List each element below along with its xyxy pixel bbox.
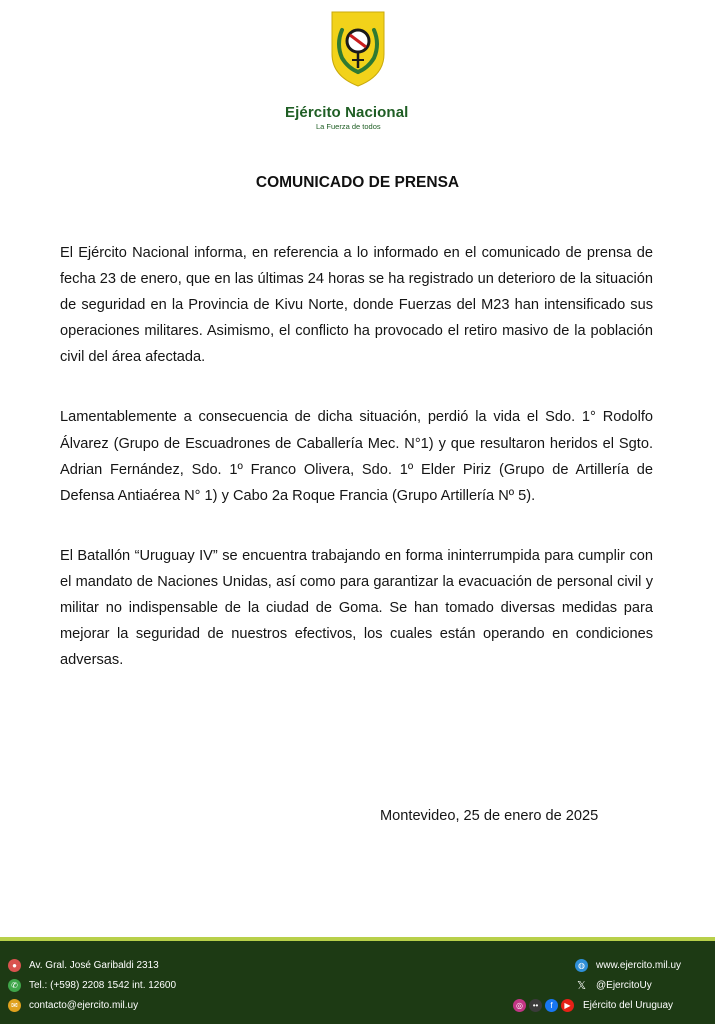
paragraph: El Ejército Nacional informa, en referencia a lo informado en el comunicado de prensa de fecha 23 de enero, que en las últimas 24 horas se ha registrado un deterioro de la situación de seguridad en la Provincia de Kivu Norte, donde Fuerzas del M23 han intensificado sus operaciones militares. Asimismo, el conflicto ha provocado el retiro masivo de la población civil del área afectada.	[60, 245, 653, 366]
email-row[interactable]	[8, 995, 176, 1015]
phone-icon: ✆	[8, 979, 21, 992]
x-row[interactable]	[513, 975, 681, 995]
social-icons	[513, 999, 577, 1012]
youtube-icon[interactable]: ▶	[561, 999, 574, 1012]
document-title: COMUNICADO DE PRENSA	[255, 174, 460, 191]
paragraph: El Batallón “Uruguay IV” se encuentra trabajando en forma ininterrumpida para cumplir con el mandato de Naciones Unidas, así como para garantizar la evacuación de personal civil y militar no indispensable de la ciudad de Goma. Se han tomado diversas medidas para mejorar la seguridad de nuestros efectivos, los cuales están operando en condiciones adversas.	[60, 547, 653, 669]
footer	[0, 937, 715, 1024]
place-date: Montevideo, 25 de enero de 2025	[380, 808, 599, 824]
letterhead	[0, 10, 715, 131]
footer-contact	[8, 955, 176, 1015]
address-text: Av. Gral. José Garibaldi 2313	[29, 959, 159, 971]
globe-icon: ◍	[575, 959, 588, 972]
social-name-link[interactable]: Ejército del Uruguay	[583, 999, 674, 1011]
paragraph: Lamentablemente a consecuencia de dicha situación, perdió la vida el Sdo. 1° Rodolfo Álvarez (Grupo de Escuadrones de Caballería Mec. N°1) y que resultaron heridos el Sgto. Adrian Fernández, Sdo. 1º Franco Olivera, Sdo. 1º Elder Piriz (Grupo de Artillería de Defensa Antiaérea N° 1) y Cabo 2a Roque Francia (Grupo Artillería Nº 5).	[60, 409, 653, 504]
army-crest-icon	[330, 10, 386, 88]
org-tagline: La Fuerza de todos	[316, 122, 381, 131]
x-handle-link[interactable]: @EjercitoUy	[596, 979, 652, 991]
org-name: Ejército Nacional	[285, 104, 409, 121]
email-link[interactable]: contacto@ejercito.mil.uy	[29, 999, 139, 1011]
x-icon: 𝕏	[577, 979, 586, 992]
phone-text: Tel.: (+598) 2208 1542 int. 12600	[29, 979, 177, 991]
website-row[interactable]	[513, 955, 681, 975]
address-row	[8, 955, 176, 975]
flickr-icon[interactable]: ••	[529, 999, 542, 1012]
location-icon: ●	[8, 959, 21, 972]
social-row[interactable]	[513, 995, 681, 1015]
footer-web	[513, 955, 681, 1015]
email-icon: ✉	[8, 999, 21, 1012]
instagram-icon[interactable]: ◎	[513, 999, 526, 1012]
facebook-icon[interactable]: f	[545, 999, 558, 1012]
document-body	[60, 240, 653, 707]
footer-accent-bar	[0, 937, 715, 941]
website-link[interactable]: www.ejercito.mil.uy	[596, 959, 682, 971]
phone-row	[8, 975, 176, 995]
